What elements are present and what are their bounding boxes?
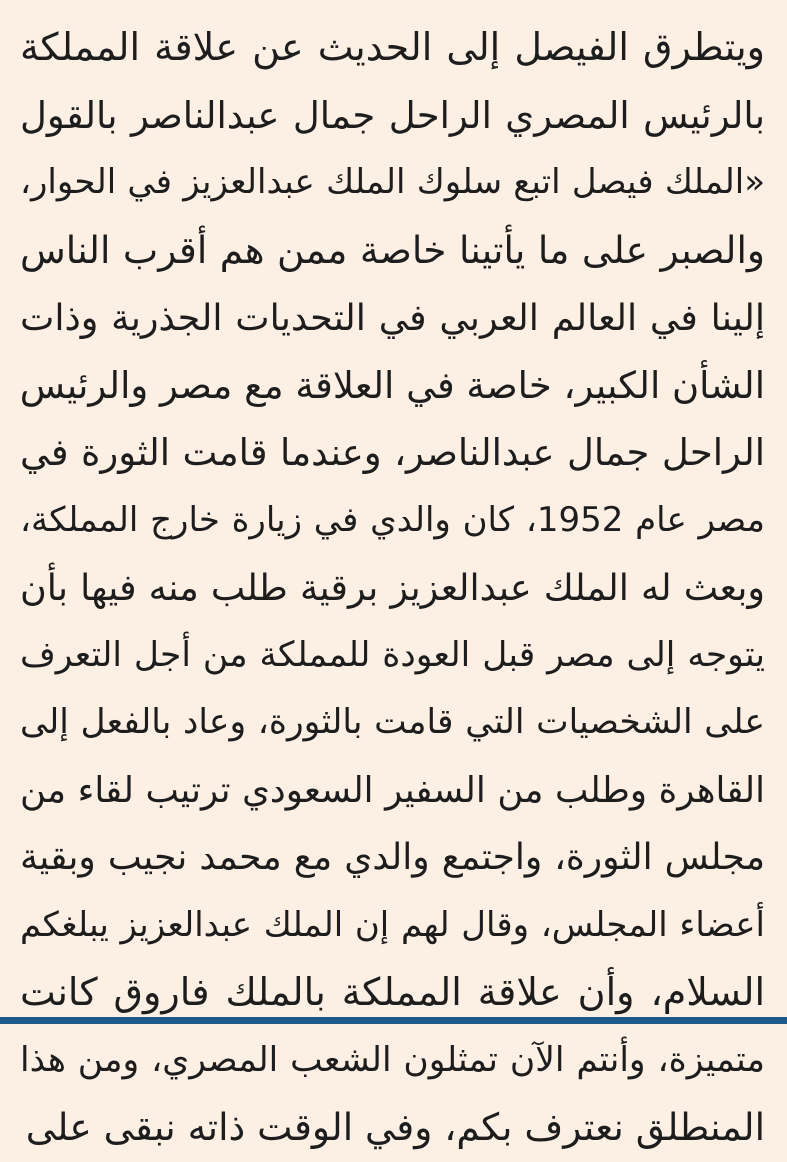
article-line: الراحل جمال عبدالناصر، وعندما قامت الثورة في — [20, 431, 765, 474]
article-line: مصر عام 1952، كان والدي في زيارة خارج المملكة، — [20, 499, 765, 540]
article-line: المنطلق نعترف بكم، وفي الوقت ذاته نبقى على — [25, 1105, 765, 1149]
article-line: مجلس الثورة، واجتمع والدي مع محمد نجيب وبقية — [20, 837, 765, 878]
article-line: ويتطرق الفيصل إلى الحديث عن علاقة المملكة — [20, 25, 765, 69]
article-line: السلام، وأن علاقة المملكة بالملك فاروق كانت — [20, 970, 765, 1014]
article-line: «الملك فيصل اتبع سلوك الملك عبدالعزيز في الحوار، — [20, 162, 765, 202]
article-line: إلينا في العالم العربي في التحديات الجذرية وذات — [20, 296, 765, 339]
article-line: على الشخصيات التي قامت بالثورة، وعاد بالفعل إلى — [20, 702, 765, 742]
bottom-bar — [0, 1017, 787, 1024]
article-line: وبعث له الملك عبدالعزيز برقية طلب منه فيها بأن — [20, 566, 765, 609]
article-line: والصبر على ما يأتينا خاصة ممن هم أقرب الناس — [20, 227, 765, 272]
article-line: متميزة، وأنتم الآن تمثلون الشعب المصري، ومن هذا — [20, 1039, 765, 1080]
article-line: القاهرة وطلب من السفير السعودي ترتيب لقاء من — [20, 769, 765, 811]
article-line: الشأن الكبير، خاصة في العلاقة مع مصر والرئيس — [20, 363, 765, 407]
article-line: بالرئيس المصري الراحل جمال عبدالناصر بالقول — [20, 93, 765, 137]
article-body — [20, 14, 765, 1162]
article-line: أعضاء المجلس، وقال لهم إن الملك عبدالعزيز يبلغكم — [20, 904, 765, 945]
article-line: يتوجه إلى مصر قبل العودة للمملكة من أجل التعرف — [20, 634, 765, 675]
